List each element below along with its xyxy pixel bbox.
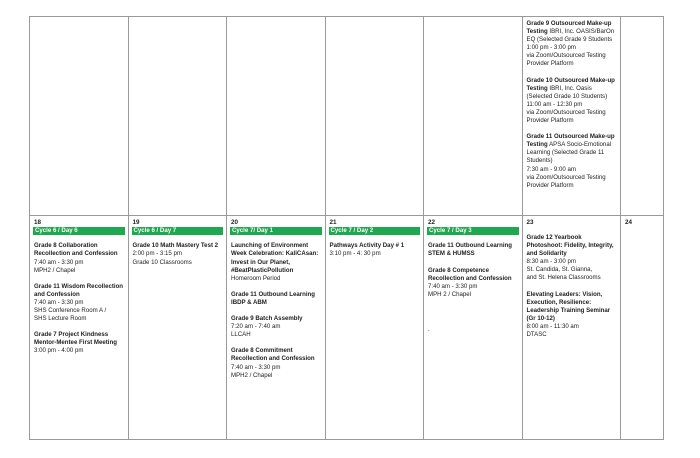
day-cell xyxy=(227,216,326,440)
event-time: 1:00 pm - 3:00 pm xyxy=(526,44,576,52)
event-title: Grade 8 Collaboration Recollection and Confession xyxy=(34,242,118,258)
event-time: 11:00 am - 12:30 pm xyxy=(526,100,583,108)
day-cell xyxy=(522,17,621,216)
event-title: Grade 11 Outbound Learning IBDP & ABM xyxy=(231,290,315,306)
day-number: 21 xyxy=(329,219,337,226)
event xyxy=(428,242,518,258)
event-location: MPH2 / Chapel xyxy=(34,266,76,274)
event xyxy=(527,291,617,340)
event-title: Grade 12 Yearbook Photoshoot: Fidelity, Integrity, and Solidarity xyxy=(526,234,614,258)
event-title: Grade 11 Wisdom Recollection and Confession xyxy=(34,282,124,298)
event-location: and St. Helena Classrooms xyxy=(526,274,601,282)
event-location: via Zoom/Outsourced Testing Provider Platform xyxy=(526,52,606,68)
cycle-day-banner: Cycle 6 / Day 7 xyxy=(132,227,224,235)
empty-day-cell xyxy=(325,17,424,216)
event-time: 7:40 am - 3:30 pm xyxy=(428,282,478,290)
event-time: 2:00 pm - 3:15 pm xyxy=(132,250,182,258)
event-title: Grade 9 Outsourced Make-up Testing xyxy=(526,20,612,36)
empty-day-cell xyxy=(227,17,326,216)
day-number: 24 xyxy=(625,219,633,226)
day-cell xyxy=(128,216,227,440)
event xyxy=(527,234,617,283)
cycle-day-banner: Cycle 7 / Day 3 xyxy=(427,227,519,235)
day-number: 18 xyxy=(34,219,42,226)
event-location: SHS Conference Room A / xyxy=(34,307,107,315)
event xyxy=(527,133,617,190)
event-title: Grade 7 Project Kindness Mentor-Mentee First Meeting xyxy=(34,331,117,347)
event xyxy=(428,267,518,299)
cycle-day-banner: Cycle 6 / Day 6 xyxy=(33,227,125,235)
event xyxy=(527,20,617,69)
event-description: IBRI, Inc. OASIS/BarOn EQ (Selected Grade 9 Students xyxy=(526,28,615,44)
event-title: Grade 10 Outsourced Make-up Testing xyxy=(526,76,615,92)
event xyxy=(133,242,223,266)
event xyxy=(34,242,124,274)
empty-day-cell xyxy=(30,17,129,216)
day-cell xyxy=(522,216,621,440)
event-location: Grade 10 Classrooms xyxy=(132,258,192,266)
event-location: via Zoom/Outsourced Testing Provider Platform xyxy=(526,173,606,189)
event-title: Pathways Activity Day # 1 xyxy=(329,242,405,250)
cycle-day-banner: Cycle 7 / Day 2 xyxy=(329,227,421,235)
event-time: 7:40 am - 3:30 pm xyxy=(34,298,84,306)
calendar-week-row xyxy=(30,17,664,216)
event xyxy=(231,315,321,339)
day-number: 19 xyxy=(132,219,140,226)
event-location: St. Candida, St. Gianna, xyxy=(526,266,593,274)
day-cell xyxy=(325,216,424,440)
event-location: DTASC xyxy=(526,331,547,339)
day-cell xyxy=(30,216,129,440)
event-time: 8:30 am - 3:00 pm xyxy=(526,258,576,266)
event-title: Grade 8 Commitment Recollection and Confession xyxy=(231,347,315,363)
day-cell xyxy=(621,216,664,440)
event-time: 7:40 am - 3:30 pm xyxy=(34,258,84,266)
day-number: 20 xyxy=(231,219,239,226)
cycle-day-banner: Cycle 7/ Day 1 xyxy=(230,227,322,235)
event-time: Homeroom Period xyxy=(231,274,281,282)
event xyxy=(34,283,124,323)
event-time: 3:10 pm - 4: 30 pm xyxy=(329,250,381,258)
stray-mark: . xyxy=(428,326,430,333)
event xyxy=(231,242,321,282)
event-description: IBRI, Inc. Oasis (Selected Grade 10 Students) xyxy=(526,84,608,100)
event xyxy=(527,77,617,126)
event-description: APSA Socio-Emotional Learning (Selected Grade 11 Students) xyxy=(526,141,612,165)
calendar-week-row xyxy=(30,216,664,440)
event-time: 3:00 pm - 4:00 pm xyxy=(34,347,84,355)
event-location: via Zoom/Outsourced Testing Provider Platform xyxy=(526,108,606,125)
event-location: LLCAH xyxy=(231,331,251,339)
day-cell xyxy=(424,216,523,440)
day-number: 23 xyxy=(526,219,534,226)
event xyxy=(231,291,321,307)
day-number: 22 xyxy=(428,219,436,226)
event-title: Grade 11 Outsourced Make-up Testing xyxy=(526,133,615,149)
calendar-grid xyxy=(29,16,664,440)
event-time: 7:20 am - 7:40 am xyxy=(231,323,281,331)
empty-day-cell xyxy=(424,17,523,216)
event-title: Grade 10 Math Mastery Test 2 xyxy=(132,242,219,250)
event-location: MPH2 / Chapel xyxy=(231,371,273,379)
empty-day-cell xyxy=(621,17,664,216)
event-title: Elevating Leaders: Vision, Execution, Resilience: Leadership Training Seminar (Gr 10-12) xyxy=(526,290,611,322)
event-location: MPH 2 / Chapel xyxy=(428,290,472,298)
event-title: Grade 9 Batch Assembly xyxy=(231,315,303,323)
event-time: 7:30 am - 9:00 am xyxy=(526,165,576,173)
empty-day-cell xyxy=(128,17,227,216)
event-title: Launching of Environment Week Celebration: KaliCAsan: Invest in Our Planet, #BeatPlasticPollution xyxy=(231,242,319,274)
event xyxy=(34,331,124,355)
event-location: SHS Lecture Room xyxy=(34,315,87,323)
event xyxy=(231,347,321,379)
event-time: 7:40 am - 3:30 pm xyxy=(231,363,281,371)
event-time: 8:00 am - 11:30 am xyxy=(526,322,579,330)
event-title: Grade 8 Competence Recollection and Confession xyxy=(428,266,512,282)
event-title: Grade 11 Outbound Learning STEM & HUMSS xyxy=(428,242,512,258)
event xyxy=(330,242,420,258)
